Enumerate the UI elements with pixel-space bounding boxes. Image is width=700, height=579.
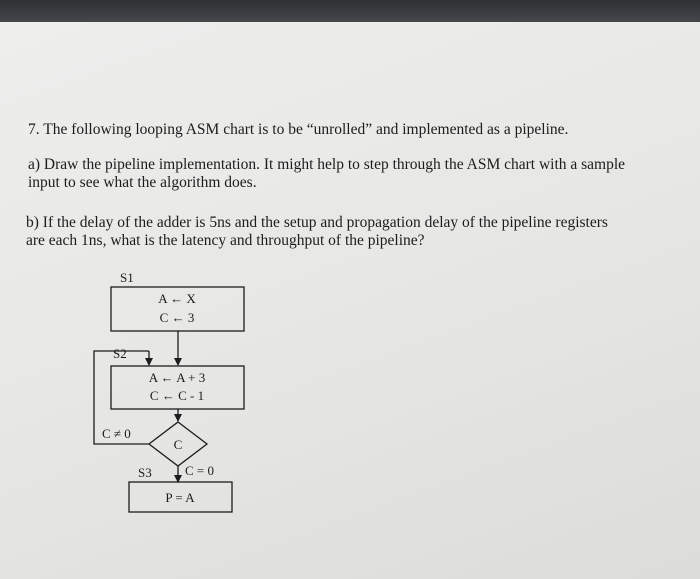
s2-operation-1: A ← A + 3	[148, 370, 206, 385]
decision-variable: C	[173, 437, 183, 452]
s2-operation-2: C ← C - 1	[149, 388, 205, 403]
part-a-line-2: input to see what the algorithm does.	[28, 174, 257, 191]
s1-operation-1: A ← X	[158, 291, 196, 306]
question-heading: 7. The following looping ASM chart is to be “unrolled” and implemented as a pipeline.	[28, 121, 569, 138]
part-b-line-2: are each 1ns, what is the latency and throughput of the pipeline?	[26, 232, 425, 249]
not-equal-zero-label: C ≠ 0	[102, 426, 131, 441]
part-b-line-1: b) If the delay of the adder is 5ns and the setup and propagation delay of the pipeline registers	[26, 214, 608, 231]
part-a-line-1: a) Draw the pipeline implementation. It might help to step through the ASM chart with a sample	[28, 156, 626, 173]
s1-label: S1	[120, 270, 134, 285]
s3-operation: P = A	[165, 490, 195, 505]
s1-operation-2: C ← 3	[159, 310, 195, 325]
s2-label: S2	[113, 346, 127, 361]
equal-zero-label: C = 0	[185, 463, 215, 478]
s3-label: S3	[138, 465, 152, 480]
